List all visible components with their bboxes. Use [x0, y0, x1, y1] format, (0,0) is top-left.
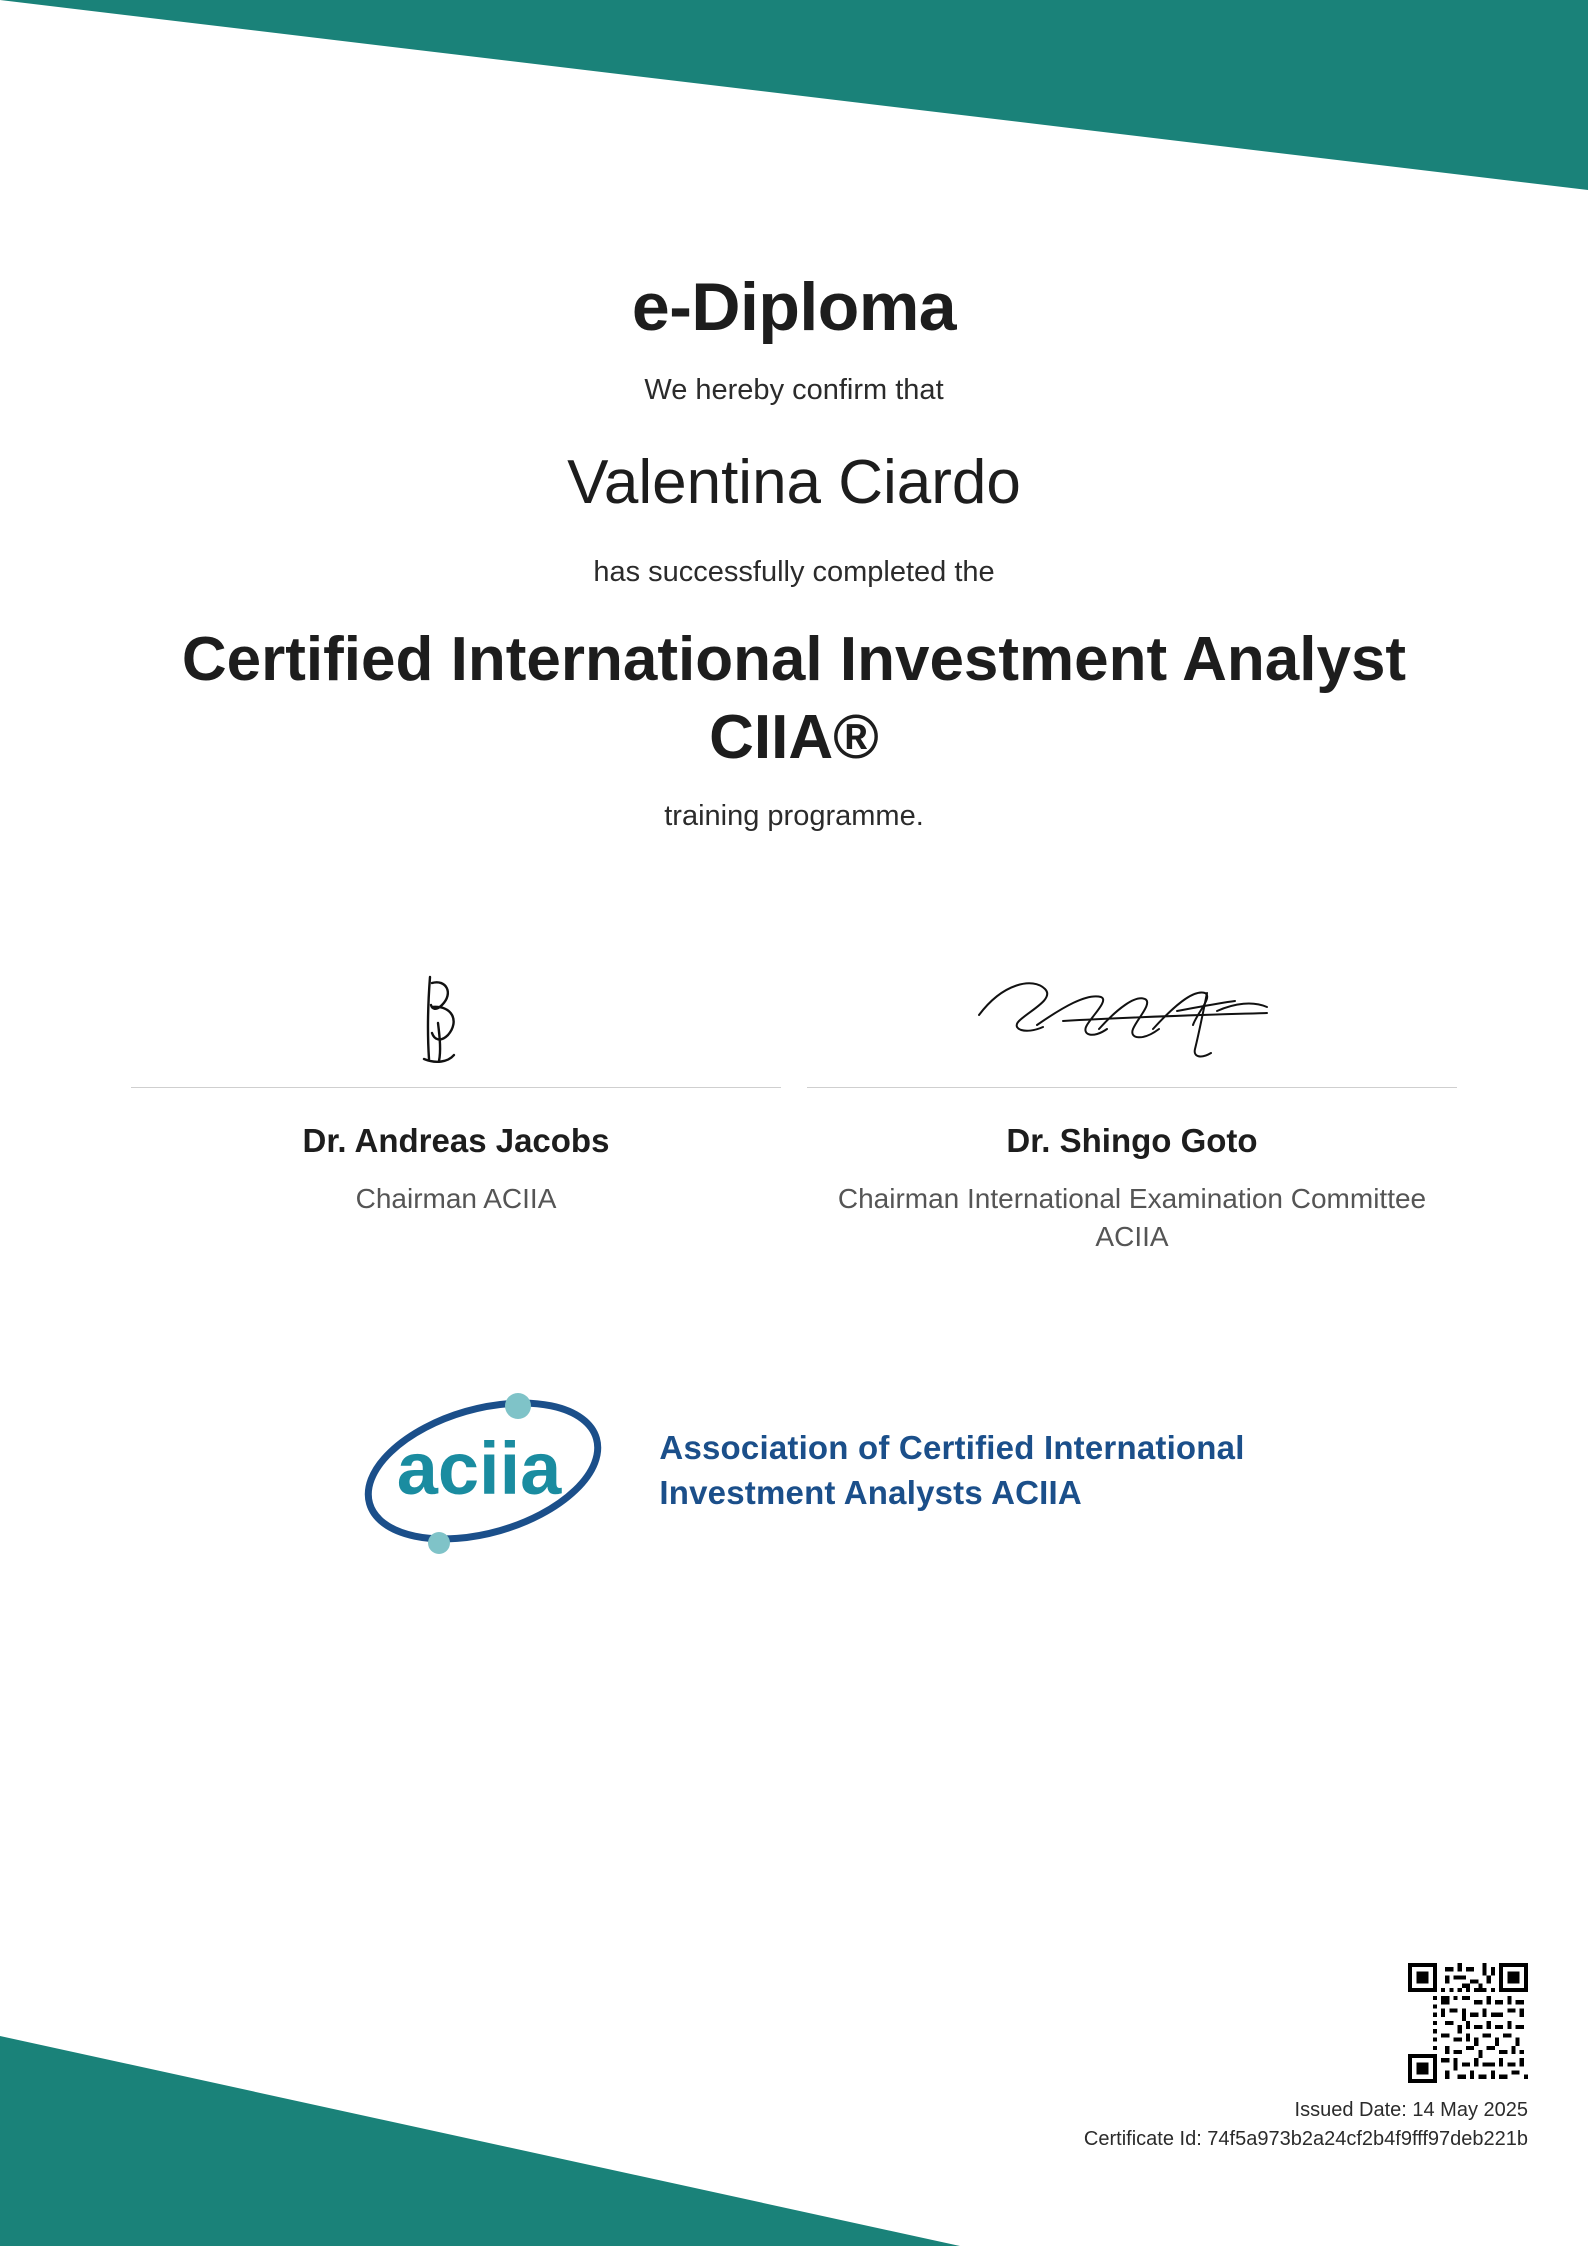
issued-date: Issued Date: 14 May 2025 — [1294, 2099, 1528, 2121]
confirm-text: We hereby confirm that — [644, 374, 944, 406]
signature-rule-1 — [131, 1087, 781, 1088]
organisation-name-line1: Association of Certified International — [659, 1429, 1245, 1467]
organisation-name-line2: Investment Analysts ACIIA — [659, 1473, 1082, 1511]
page-title: e-Diploma — [631, 269, 957, 345]
handwritten-signature-icon — [131, 953, 781, 1073]
organisation-logo-row — [0, 1376, 1588, 1566]
signatory-role-1: Chairman ACIIA — [355, 1183, 557, 1214]
certificate-id: Certificate Id: 74f5a973b2a24cf2b4f9fff97deb221b — [1083, 2128, 1528, 2150]
completion-text: has successfully completed the — [593, 556, 995, 588]
handwritten-signature-icon — [807, 953, 1457, 1073]
recipient-name: Valentina Ciardo — [567, 448, 1021, 517]
signatory-name-2: Dr. Shingo Goto — [1006, 1122, 1258, 1159]
organisation-name — [659, 1426, 1244, 1515]
programme-suffix: training programme. — [664, 800, 924, 832]
signatory-block-1 — [131, 953, 781, 1256]
certificate-footer — [1084, 1963, 1528, 2154]
aciia-orbit-logo-icon — [343, 1376, 623, 1566]
svg-text:aciia: aciia — [397, 1426, 562, 1510]
signatory-block-2 — [807, 953, 1457, 1256]
signatory-name-1: Dr. Andreas Jacobs — [302, 1122, 610, 1159]
signatory-role-2: Chairman International Examination Committee ACIIA — [837, 1183, 1427, 1252]
programme-name: Certified International Investment Analyst CIIA® — [181, 625, 1407, 772]
signature-rule-2 — [807, 1087, 1457, 1088]
qr-code-icon[interactable] — [1084, 1963, 1528, 2088]
signature-row — [0, 953, 1588, 1256]
